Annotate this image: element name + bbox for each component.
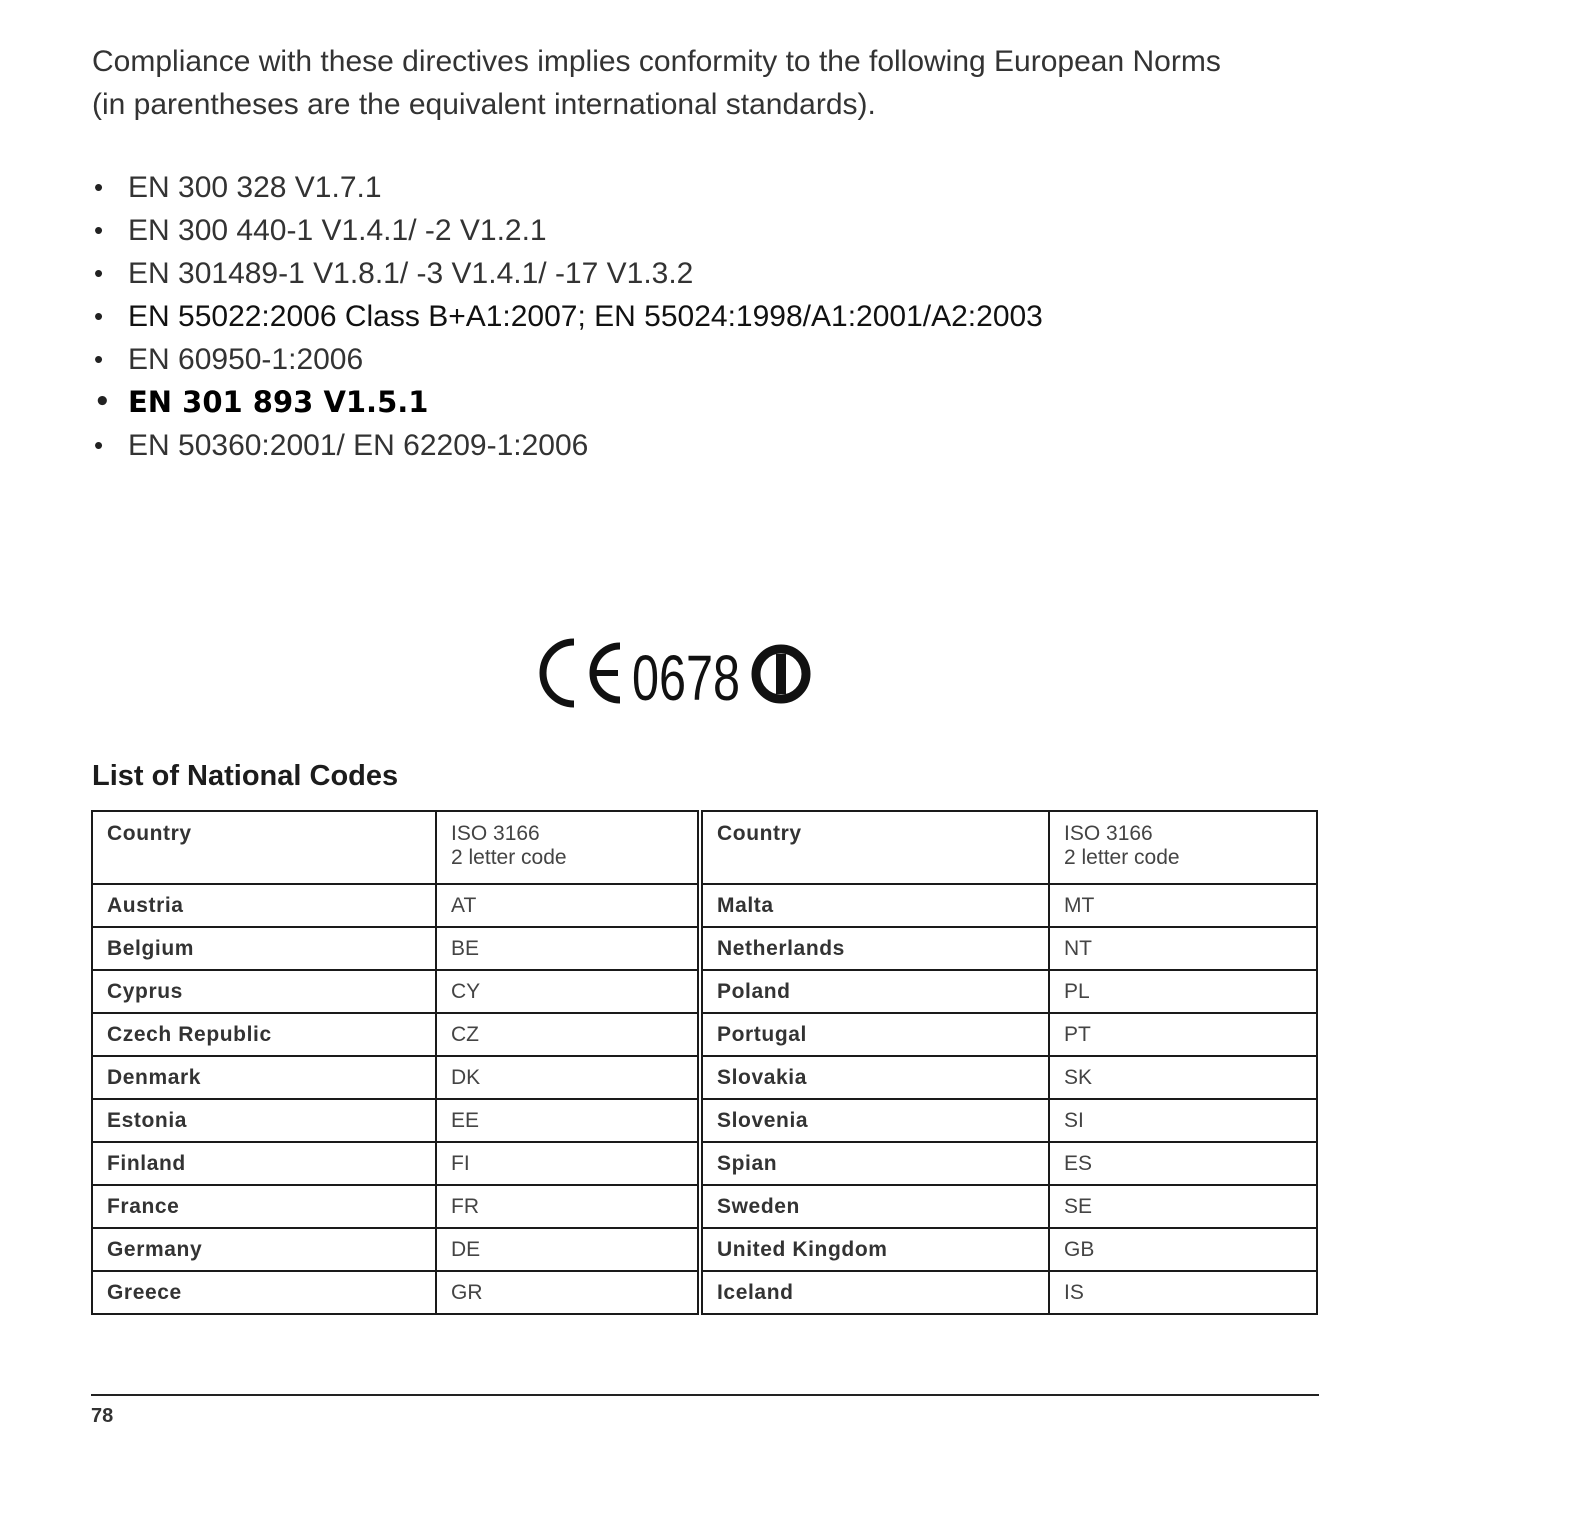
norm-item: • EN 300 328 V1.7.1 bbox=[92, 166, 1043, 209]
country-cell: Sweden bbox=[700, 1185, 1049, 1228]
code-cell: MT bbox=[1049, 884, 1317, 927]
table-row bbox=[92, 1228, 1317, 1271]
table-header-row bbox=[92, 811, 1317, 884]
norms-list bbox=[92, 166, 1043, 467]
code-cell: CY bbox=[436, 970, 700, 1013]
country-cell: Germany bbox=[92, 1228, 436, 1271]
country-cell: France bbox=[92, 1185, 436, 1228]
national-codes-table bbox=[91, 810, 1318, 1315]
country-cell: Belgium bbox=[92, 927, 436, 970]
ce-mark-logo bbox=[538, 628, 828, 718]
country-cell: Austria bbox=[92, 884, 436, 927]
code-cell: NT bbox=[1049, 927, 1317, 970]
country-cell: Netherlands bbox=[700, 927, 1049, 970]
norm-item: • EN 301489-1 V1.8.1/ -3 V1.4.1/ -17 V1.3.2 bbox=[92, 252, 1043, 295]
code-cell: GB bbox=[1049, 1228, 1317, 1271]
code-cell: CZ bbox=[436, 1013, 700, 1056]
country-cell: Slovenia bbox=[700, 1099, 1049, 1142]
country-cell: Estonia bbox=[92, 1099, 436, 1142]
header-iso-code: ISO 3166 2 letter code bbox=[1049, 811, 1317, 884]
table-row bbox=[92, 1271, 1317, 1314]
header-country: Country bbox=[92, 811, 436, 884]
header-country: Country bbox=[700, 811, 1049, 884]
intro-paragraph bbox=[92, 40, 1352, 126]
country-cell: Greece bbox=[92, 1271, 436, 1314]
bullet-icon: • bbox=[94, 172, 104, 202]
norm-item: • EN 55022:2006 Class B+A1:2007; EN 55024:1998/A1:2001/A2:2003 bbox=[92, 295, 1043, 338]
page-number: 78 bbox=[91, 1405, 114, 1427]
national-codes-title: List of National Codes bbox=[92, 760, 399, 792]
country-cell: Portugal bbox=[700, 1013, 1049, 1056]
code-cell: IS bbox=[1049, 1271, 1317, 1314]
table-row bbox=[92, 1056, 1317, 1099]
table-row bbox=[92, 970, 1317, 1013]
code-cell: PL bbox=[1049, 970, 1317, 1013]
alert-class2-icon bbox=[756, 649, 806, 699]
footer-divider bbox=[91, 1394, 1319, 1396]
norm-item: • EN 300 440-1 V1.4.1/ -2 V1.2.1 bbox=[92, 209, 1043, 252]
bullet-icon: • bbox=[94, 430, 104, 460]
code-cell: DE bbox=[436, 1228, 700, 1271]
table-row bbox=[92, 927, 1317, 970]
bullet-icon: • bbox=[94, 344, 104, 374]
code-cell: FR bbox=[436, 1185, 700, 1228]
code-cell: PT bbox=[1049, 1013, 1317, 1056]
bullet-icon: • bbox=[94, 215, 104, 245]
country-cell: Malta bbox=[700, 884, 1049, 927]
table-row bbox=[92, 1142, 1317, 1185]
notified-body-number: 0678 bbox=[632, 642, 740, 714]
norm-item: • EN 60950-1:2006 bbox=[92, 338, 1043, 381]
country-cell: Poland bbox=[700, 970, 1049, 1013]
norm-item: • EN 50360:2001/ EN 62209-1:2006 bbox=[92, 424, 1043, 467]
country-cell: Iceland bbox=[700, 1271, 1049, 1314]
code-cell: SI bbox=[1049, 1099, 1317, 1142]
code-cell: EE bbox=[436, 1099, 700, 1142]
table-row bbox=[92, 884, 1317, 927]
ce-c-icon bbox=[543, 642, 574, 704]
country-cell: United Kingdom bbox=[700, 1228, 1049, 1271]
bullet-icon: • bbox=[94, 258, 104, 288]
code-cell: AT bbox=[436, 884, 700, 927]
bullet-icon: • bbox=[94, 387, 111, 417]
country-cell: Slovakia bbox=[700, 1056, 1049, 1099]
table-row bbox=[92, 1099, 1317, 1142]
country-cell: Denmark bbox=[92, 1056, 436, 1099]
intro-line-2: (in parentheses are the equivalent international standards). bbox=[92, 88, 876, 121]
country-cell: Finland bbox=[92, 1142, 436, 1185]
country-cell: Cyprus bbox=[92, 970, 436, 1013]
code-cell: SE bbox=[1049, 1185, 1317, 1228]
norm-item-highlighted: • EN 301 893 V1.5.1 bbox=[92, 381, 1043, 424]
code-cell: BE bbox=[436, 927, 700, 970]
country-cell: Czech Republic bbox=[92, 1013, 436, 1056]
code-cell: GR bbox=[436, 1271, 700, 1314]
table-row bbox=[92, 1013, 1317, 1056]
table-row bbox=[92, 1185, 1317, 1228]
intro-line-1: Compliance with these directives implies conformity to the following European Norms bbox=[92, 45, 1221, 78]
code-cell: ES bbox=[1049, 1142, 1317, 1185]
code-cell: FI bbox=[436, 1142, 700, 1185]
country-cell: Spian bbox=[700, 1142, 1049, 1185]
code-cell: SK bbox=[1049, 1056, 1317, 1099]
bullet-icon: • bbox=[94, 301, 104, 331]
code-cell: DK bbox=[436, 1056, 700, 1099]
header-iso-code: ISO 3166 2 letter code bbox=[436, 811, 700, 884]
